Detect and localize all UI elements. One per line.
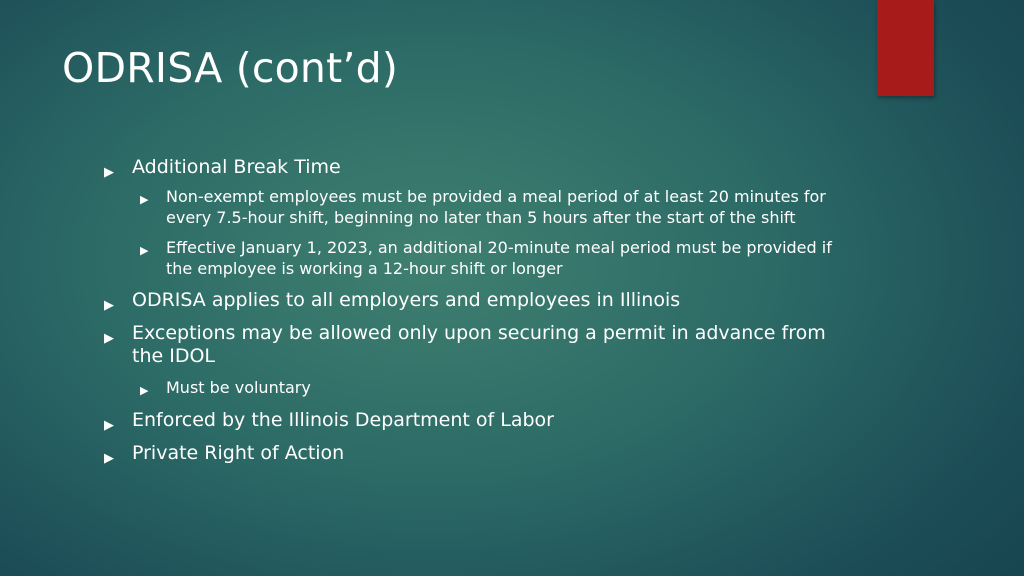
triangle-right-icon: ▶ bbox=[140, 244, 149, 257]
bullet-exceptions bbox=[100, 322, 860, 368]
triangle-right-icon: ▶ bbox=[104, 298, 114, 313]
bullet-text: Enforced by the Illinois Department of Labor bbox=[132, 408, 554, 431]
bullet-list bbox=[100, 156, 860, 475]
triangle-right-icon: ▶ bbox=[140, 384, 149, 397]
triangle-right-icon: ▶ bbox=[140, 193, 149, 206]
sub-bullet-voluntary bbox=[100, 378, 860, 399]
triangle-right-icon: ▶ bbox=[104, 450, 114, 466]
bullet-additional-break-time bbox=[100, 156, 860, 179]
triangle-right-icon: ▶ bbox=[104, 331, 114, 346]
bullet-private-right bbox=[100, 442, 860, 465]
red-accent-bar bbox=[877, 0, 934, 96]
sub-bullet-text: Non-exempt employees must be provided a meal period of at least 20 minutes for every 7.5-hour shift, beginning no later than 5 hours after the start of the shift bbox=[166, 187, 826, 227]
sub-bullet-text: Must be voluntary bbox=[166, 378, 311, 397]
triangle-right-icon: ▶ bbox=[104, 165, 114, 180]
sub-bullet-meal-period bbox=[100, 187, 860, 228]
bullet-applies-to-all bbox=[100, 289, 860, 312]
bullet-text: ODRISA applies to all employers and employees in Illinois bbox=[132, 289, 681, 311]
bullet-text: Private Right of Action bbox=[132, 441, 345, 464]
sub-bullet-text: Effective January 1, 2023, an additional 20-minute meal period must be provided if the employee is working a 12-hour shift or longer bbox=[166, 238, 832, 278]
bullet-text: Additional Break Time bbox=[132, 156, 341, 178]
sub-bullet-additional-meal-period bbox=[100, 238, 860, 279]
slide-title: ODRISA (cont’d) bbox=[62, 44, 399, 92]
triangle-right-icon: ▶ bbox=[104, 417, 114, 433]
bullet-enforced-by bbox=[100, 409, 860, 432]
bullet-text: Exceptions may be allowed only upon securing a permit in advance from the IDOL bbox=[132, 322, 826, 367]
